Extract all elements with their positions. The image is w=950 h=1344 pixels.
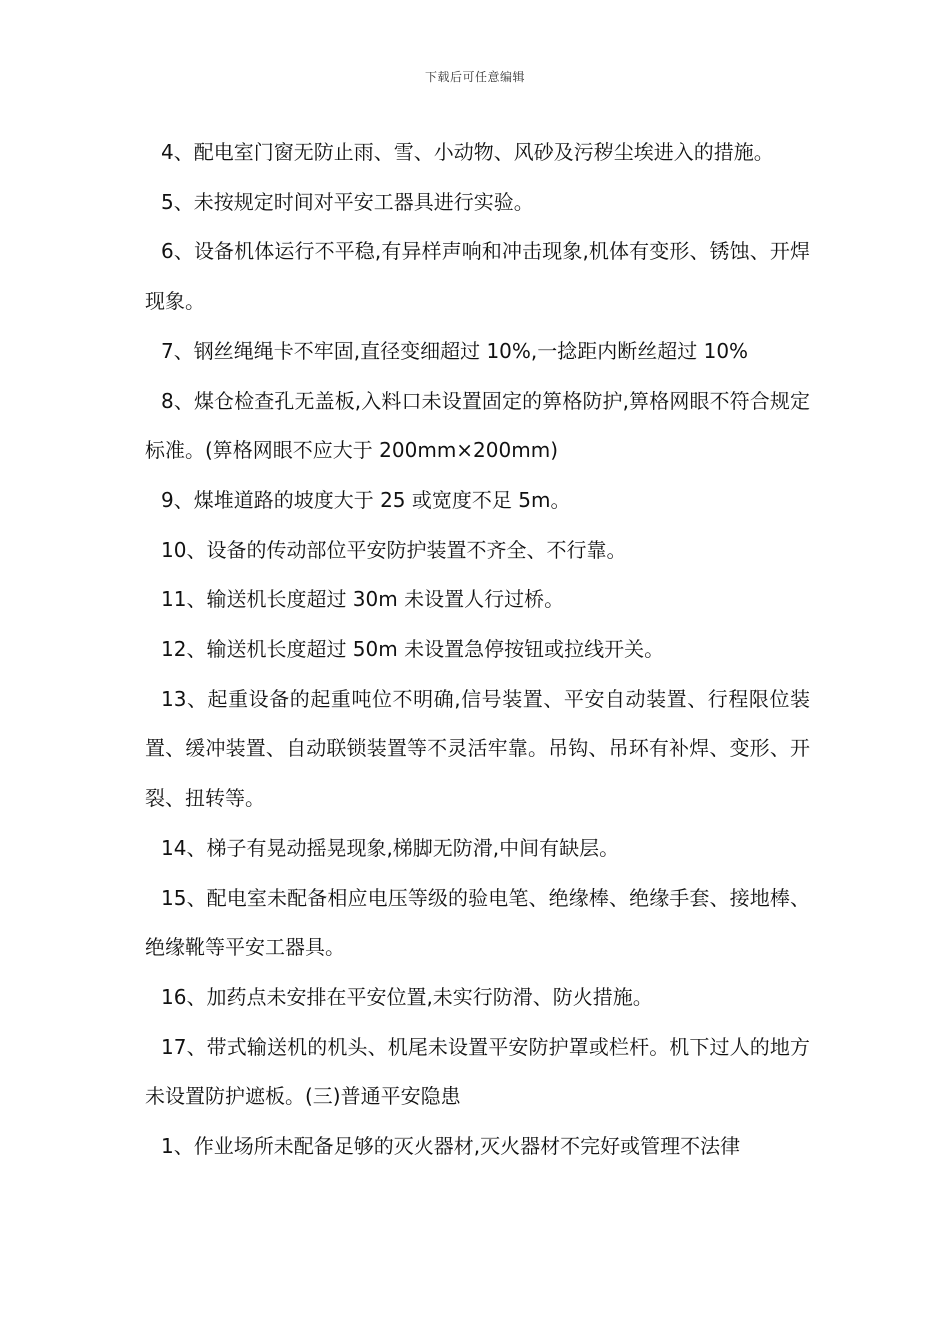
paragraph-item-17: 17、带式输送机的机头、机尾未设置平安防护罩或栏杆。机下过人的地方未设置防护遮板。(三)普通平安隐患 — [145, 1034, 810, 1109]
paragraph-item-9: 9、煤堆道路的坡度大于 25 或宽度不足 5m。 — [161, 487, 571, 512]
paragraph-item-6: 6、设备机体运行不平稳,有异样声响和冲击现象,机体有变形、锈蚀、开焊现象。 — [145, 239, 810, 314]
paragraph-item-8: 8、煤仓检查孔无盖板,入料口未设置固定的箅格防护,箅格网眼不符合规定标准。(箅格网眼不应大于 200mm×200mm) — [145, 388, 810, 463]
paragraph-item-13: 13、起重设备的起重吨位不明确,信号装置、平安自动装置、行程限位装置、缓冲装置、自动联锁装置等不灵活牢靠。吊钩、吊环有补焊、变形、开裂、扭转等。 — [145, 686, 810, 811]
paragraph-general-1: 1、作业场所未配备足够的灭火器材,灭火器材不完好或管理不法律 — [161, 1134, 741, 1159]
paragraph-item-10: 10、设备的传动部位平安防护装置不齐全、不行靠。 — [161, 537, 627, 562]
paragraph-item-14: 14、梯子有晃动摇晃现象,梯脚无防滑,中间有缺层。 — [161, 835, 620, 860]
paragraph-item-11: 11、输送机长度超过 30m 未设置人行过桥。 — [161, 587, 565, 612]
paragraph-item-16: 16、加药点未安排在平安位置,未实行防滑、防火措施。 — [161, 984, 653, 1009]
paragraph-item-15: 15、配电室未配备相应电压等级的验电笔、绝缘棒、绝缘手套、接地棒、绝缘靴等平安工器具。 — [145, 885, 810, 960]
paragraph-item-12: 12、输送机长度超过 50m 未设置急停按钮或拉线开关。 — [161, 637, 665, 662]
paragraph-item-4: 4、配电室门窗无防止雨、雪、小动物、风砂及污秽尘埃进入的措施。 — [161, 140, 774, 164]
page-header: 下载后可任意编辑 — [424, 70, 525, 84]
paragraph-item-7: 7、钢丝绳绳卡不牢固,直径变细超过 10%,一捻距内断丝超过 10% — [161, 338, 749, 363]
paragraph-item-5: 5、未按规定时间对平安工器具进行实验。 — [161, 189, 534, 214]
document-body — [145, 128, 810, 1172]
